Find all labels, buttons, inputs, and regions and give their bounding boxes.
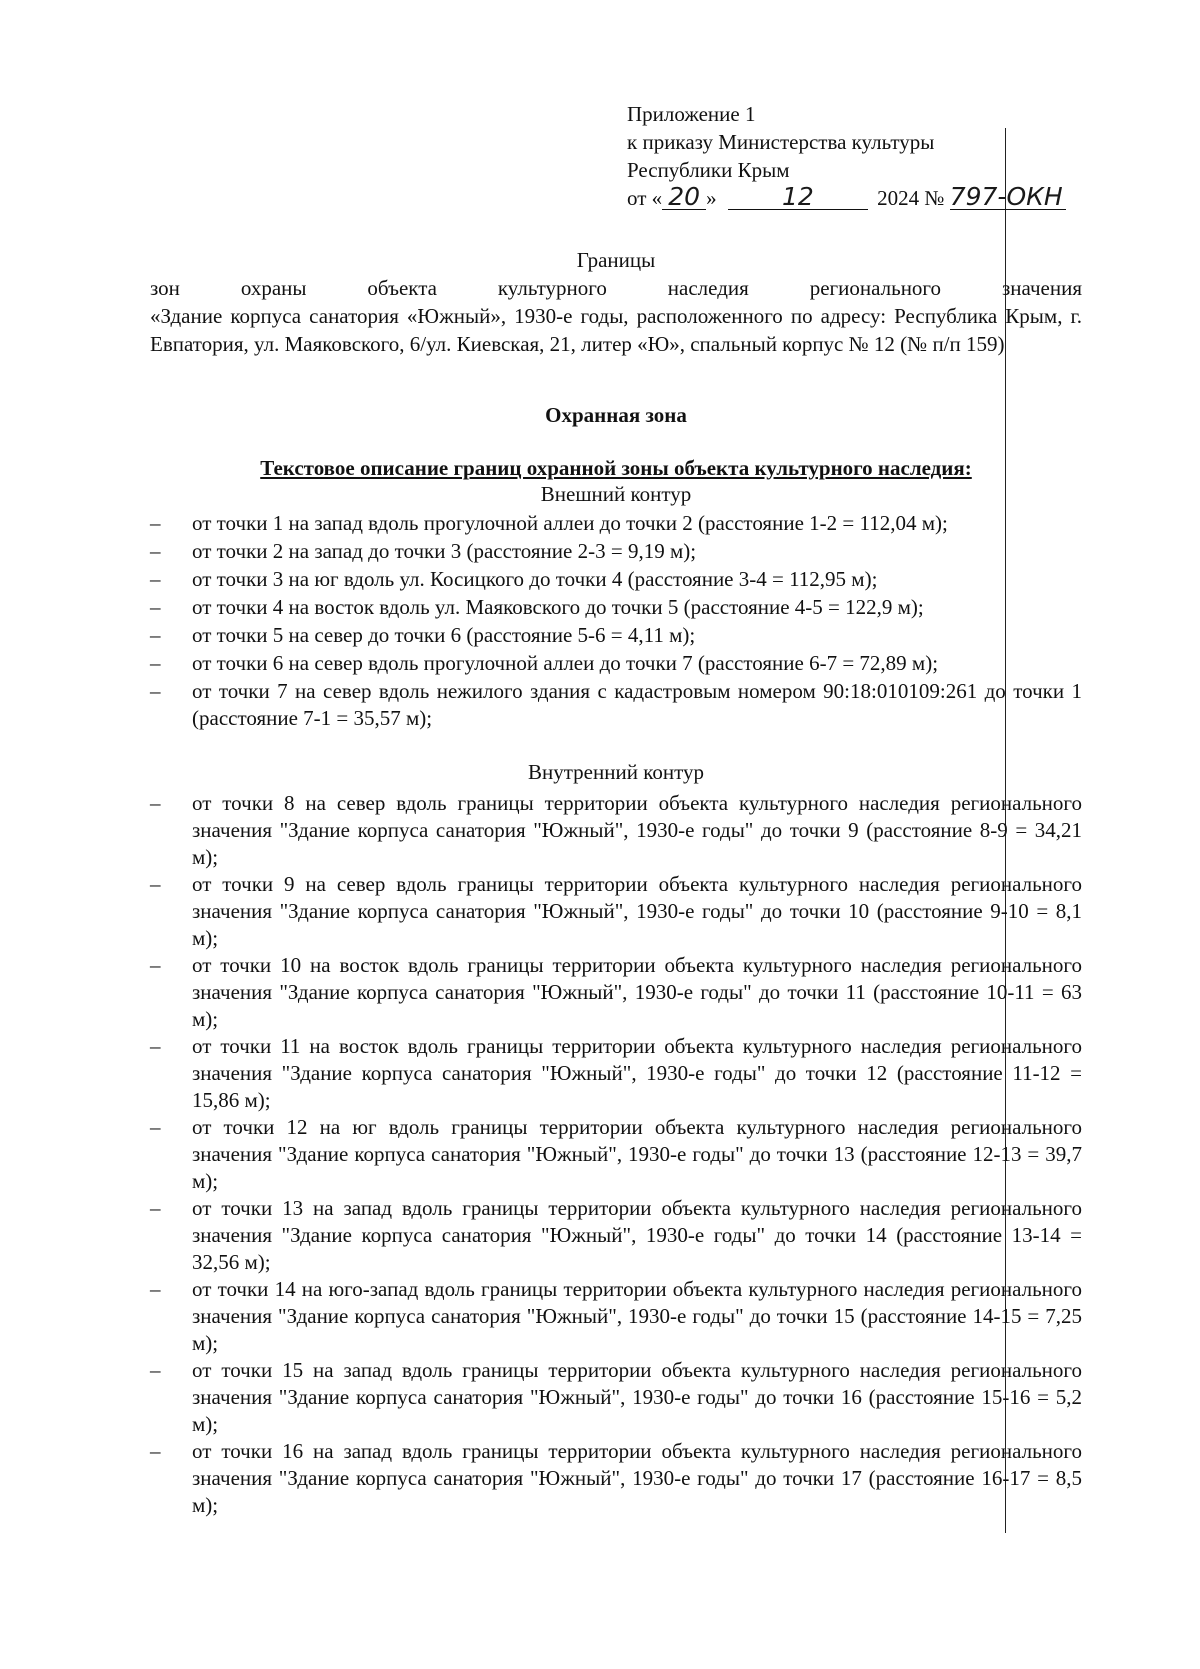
list-item-text: от точки 9 на север вдоль границы территории объекта культурного наследия регионального значения "Здание корпуса санатория "Южный", 1930-е годы" до точки 10 (расстояние 9-10 = 8,1 м); [192, 872, 1082, 950]
list-item-text: от точки 6 на север вдоль прогулочной аллеи до точки 7 (расстояние 6-7 = 72,89 м); [192, 651, 939, 675]
dash: – [150, 791, 161, 815]
dash: – [150, 1277, 161, 1301]
date-mid: » [706, 186, 717, 210]
inner-contour-list [150, 790, 1082, 1519]
appendix-date-line [627, 184, 1066, 212]
outer-contour-title: Внешний контур [540, 482, 692, 506]
dash: – [150, 1115, 161, 1139]
list-item [150, 594, 1082, 621]
dash: – [150, 595, 161, 619]
subtitle-rest: «Здание корпуса санатория «Южный», 1930-е годы, расположенного по адресу: Республика Крым, г. Евпатория, ул. Маяковского, 6/ул. Киевская, 21, литер «Ю», спальный корпус № 12 (№ п/п 159) [150, 304, 1082, 356]
dash: – [150, 567, 161, 591]
list-item-text: от точки 7 на север вдоль нежилого здания с кадастровым номером 90:18:010109:261 до точки 1 (расстояние 7-1 = 35,57 м); [192, 679, 1082, 730]
appendix-line-3: Республики Крым [627, 158, 790, 182]
list-item-text: от точки 13 на запад вдоль границы территории объекта культурного наследия регионального значения "Здание корпуса санатория "Южный", 1930-е годы" до точки 14 (расстояние 13-14 = 32,56 м); [192, 1196, 1082, 1274]
dash: – [150, 1034, 161, 1058]
list-item [150, 622, 1082, 649]
list-item [150, 1033, 1082, 1114]
list-item [150, 678, 1082, 732]
list-item-text: от точки 15 на запад вдоль границы территории объекта культурного наследия регионального значения "Здание корпуса санатория "Южный", 1930-е годы" до точки 16 (расстояние 15-16 = 5,2 м); [192, 1358, 1082, 1436]
order-number: 797-ОКН [949, 182, 1063, 211]
dash: – [150, 872, 161, 896]
list-item [150, 566, 1082, 593]
date-month: 12 [782, 182, 814, 211]
dash: – [150, 623, 161, 647]
list-item [150, 1357, 1082, 1438]
dash: – [150, 953, 161, 977]
dash: – [150, 679, 161, 703]
dash: – [150, 1439, 161, 1463]
text-description-title: Текстовое описание границ охранной зоны объекта культурного наследия: [260, 456, 972, 480]
dash: – [150, 1358, 161, 1382]
date-year-no: 2024 № [877, 186, 945, 210]
list-item [150, 650, 1082, 677]
dash: – [150, 1196, 161, 1220]
document-title: Границы [576, 248, 656, 272]
list-item-text: от точки 14 на юго-запад вдоль границы территории объекта культурного наследия регионального значения "Здание корпуса санатория "Южный", 1930-е годы" до точки 15 (расстояние 14-15 = 7,25 м); [192, 1277, 1082, 1355]
document-subtitle [150, 274, 1082, 358]
list-item [150, 952, 1082, 1033]
list-item-text: от точки 1 на запад вдоль прогулочной аллеи до точки 2 (расстояние 1-2 = 112,04 м); [192, 511, 948, 535]
appendix-line-2: к приказу Министерства культуры [627, 130, 935, 154]
date-day: 20 [668, 182, 701, 211]
list-item-text: от точки 5 на север до точки 6 (расстояние 5-6 = 4,11 м); [192, 623, 696, 647]
list-item-text: от точки 2 на запад до точки 3 (расстояние 2-3 = 9,19 м); [192, 539, 697, 563]
list-item [150, 1438, 1082, 1519]
list-item [150, 538, 1082, 565]
dash: – [150, 539, 161, 563]
date-prefix: от « [627, 186, 663, 210]
list-item-text: от точки 10 на восток вдоль границы территории объекта культурного наследия регионального значения "Здание корпуса санатория "Южный", 1930-е годы" до точки 11 (расстояние 10-11 = 63 м); [192, 953, 1082, 1031]
inner-contour-title: Внутренний контур [528, 760, 704, 784]
list-item [150, 1276, 1082, 1357]
list-item [150, 1195, 1082, 1276]
date-month-field [728, 182, 868, 211]
appendix-line-1: Приложение 1 [627, 102, 756, 126]
list-item-text: от точки 3 на юг вдоль ул. Косицкого до точки 4 (расстояние 3-4 = 112,95 м); [192, 567, 878, 591]
list-item-text: от точки 4 на восток вдоль ул. Маяковского до точки 5 (расстояние 4-5 = 122,9 м); [192, 595, 924, 619]
list-item [150, 871, 1082, 952]
dash: – [150, 651, 161, 675]
list-item-text: от точки 16 на запад вдоль границы территории объекта культурного наследия регионального значения "Здание корпуса санатория "Южный", 1930-е годы" до точки 17 (расстояние 16-17 = 8,5 м); [192, 1439, 1082, 1517]
list-item [150, 510, 1082, 537]
list-item [150, 1114, 1082, 1195]
list-item-text: от точки 11 на восток вдоль границы территории объекта культурного наследия регионального значения "Здание корпуса санатория "Южный", 1930-е годы" до точки 12 (расстояние 11-12 = 15,86 м); [192, 1034, 1082, 1112]
order-number-field [949, 182, 1066, 211]
list-item [150, 790, 1082, 871]
section-title: Охранная зона [545, 403, 687, 427]
date-day-field [662, 182, 706, 211]
subtitle-first-line: зон охраны объекта культурного наследия регионального значения [150, 276, 1082, 300]
outer-contour-list [150, 510, 1082, 733]
list-item-text: от точки 8 на север вдоль границы территории объекта культурного наследия регионального значения "Здание корпуса санатория "Южный", 1930-е годы" до точки 9 (расстояние 8-9 = 34,21 м); [192, 791, 1082, 869]
list-item-text: от точки 12 на юг вдоль границы территории объекта культурного наследия регионального значения "Здание корпуса санатория "Южный", 1930-е годы" до точки 13 (расстояние 12-13 = 39,7 м); [192, 1115, 1082, 1193]
dash: – [150, 511, 161, 535]
appendix-block [627, 100, 1066, 212]
